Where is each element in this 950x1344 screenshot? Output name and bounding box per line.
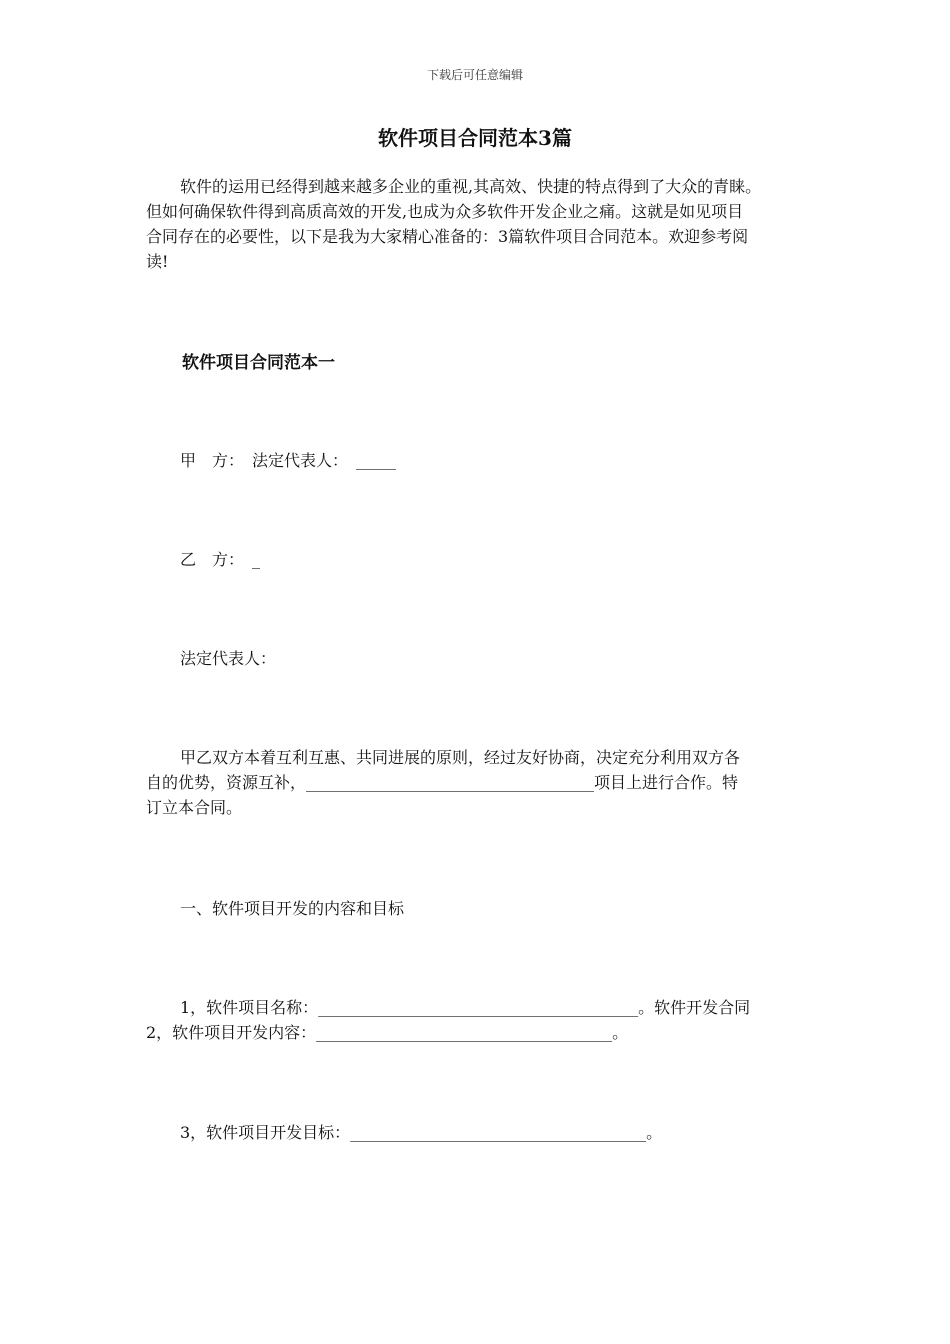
agreement-line-2: 自的优势，资源互补，____________________________________项目上进行合作。特 bbox=[146, 773, 739, 792]
header-note: 下载后可任意编辑 bbox=[426, 68, 523, 82]
intro-line-4: 读! bbox=[146, 252, 169, 271]
party-a-line: 甲 方： 法定代表人： _____ bbox=[180, 451, 397, 470]
agreement-line-1: 甲乙双方本着互利互惠、共同进展的原则，经过友好协商，决定充分利用双方各 bbox=[180, 748, 741, 767]
party-b-line: 乙 方： _ bbox=[180, 550, 261, 569]
legal-rep-line: 法定代表人： bbox=[180, 649, 277, 668]
section-title: 软件项目合同范本一 bbox=[182, 353, 335, 373]
clause-heading: 一、软件项目开发的内容和目标 bbox=[180, 899, 405, 918]
item-3-line: 3，软件项目开发目标：_____________________________________。 bbox=[180, 1123, 663, 1142]
intro-line-2: 但如何确保软件得到高质高效的开发,也成为众多软件开发企业之痛。这就是如见项目 bbox=[146, 202, 744, 221]
agreement-line-3: 订立本合同。 bbox=[146, 798, 243, 817]
item-2-line: 2，软件项目开发内容：_____________________________________。 bbox=[146, 1023, 629, 1042]
intro-line-3: 合同存在的必要性，以下是我为大家精心准备的：3篇软件项目合同范本。欢迎参考阅 bbox=[146, 227, 749, 246]
intro-line-1: 软件的运用已经得到越来越多企业的重视,其高效、快捷的特点得到了大众的青睐。 bbox=[180, 177, 762, 196]
document-title: 软件项目合同范本3篇 bbox=[378, 126, 572, 150]
item-1-line: 1，软件项目名称：________________________________________。软件开发合同 bbox=[180, 998, 751, 1017]
